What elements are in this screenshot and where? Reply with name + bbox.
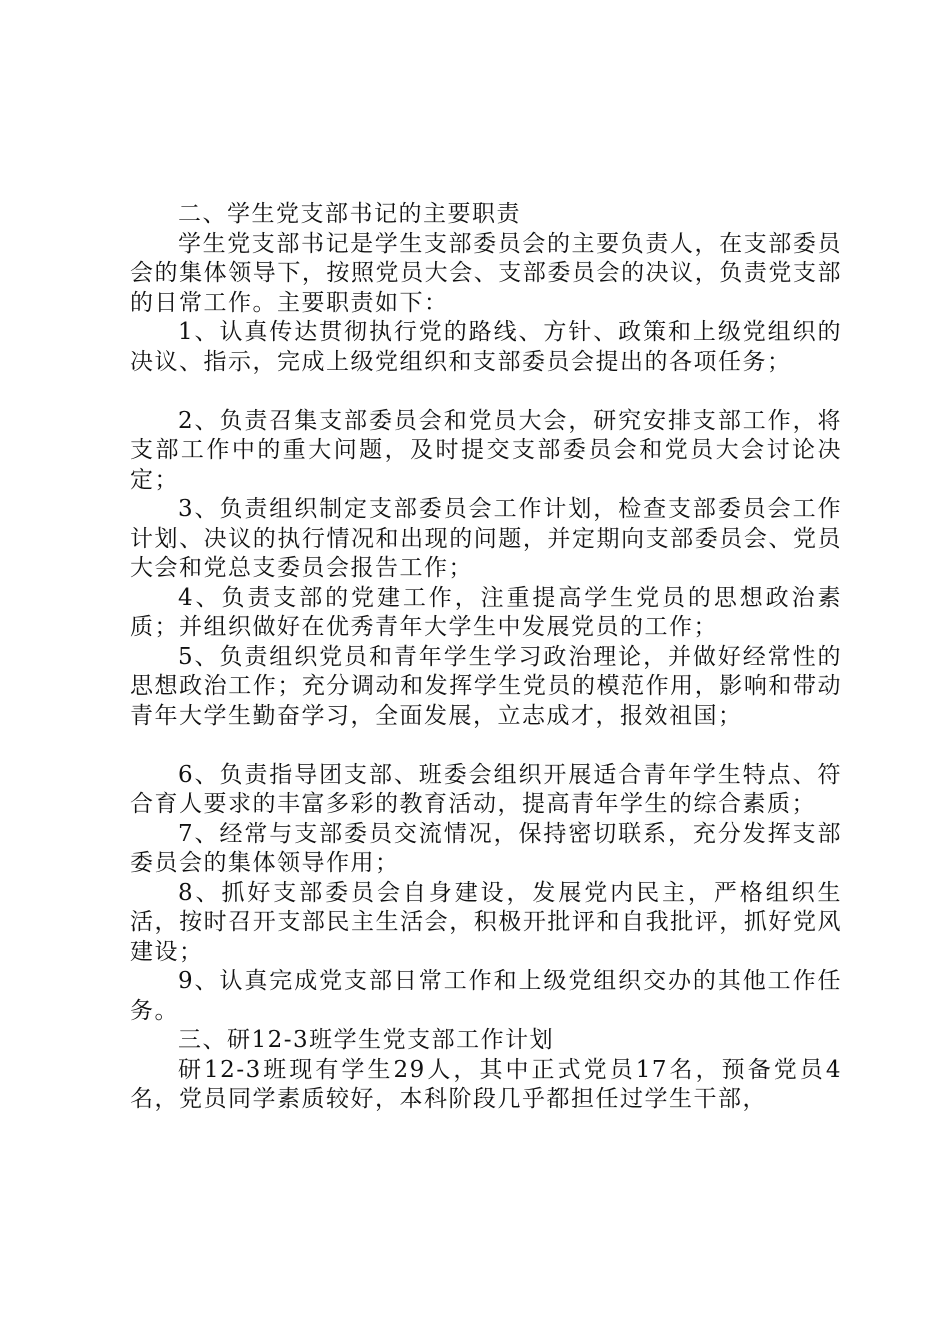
duty-item-8: 8、抓好支部委员会自身建设，发展党内民主，严格组织生活，按时召开支部民主生活会，积极开批评和自我批评，抓好党风建设；	[130, 879, 842, 965]
section-3-intro: 研12-3班现有学生29人，其中正式党员17名，预备党员4名，党员同学素质较好，本科阶段几乎都担任过学生干部，	[130, 1056, 842, 1112]
duty-item-5: 5、负责组织党员和青年学生学习政治理论，并做好经常性的思想政治工作；充分调动和发挥学生党员的模范作用，影响和带动青年大学生勤奋学习，全面发展，立志成才，报效祖国；	[130, 643, 842, 729]
section-2-intro: 学生党支部书记是学生支部委员会的主要负责人，在支部委员会的集体领导下，按照党员大会、支部委员会的决议，负责党支部的日常工作。主要职责如下：	[130, 230, 842, 316]
duty-item-6: 6、负责指导团支部、班委会组织开展适合青年学生特点、符合育人要求的丰富多彩的教育活动，提高青年学生的综合素质；	[130, 761, 842, 817]
duty-item-7: 7、经常与支部委员交流情况，保持密切联系，充分发挥支部委员会的集体领导作用；	[130, 820, 842, 876]
section-2-heading: 二、学生党支部书记的主要职责	[178, 201, 521, 227]
duty-item-3: 3、负责组织制定支部委员会工作计划，检查支部委员会工作计划、决议的执行情况和出现的问题，并定期向支部委员会、党员大会和党总支委员会报告工作；	[130, 496, 842, 581]
duty-item-4: 4、负责支部的党建工作，注重提高学生党员的思想政治素质；并组织做好在优秀青年大学生中发展党员的工作；	[130, 584, 842, 640]
duty-item-9: 9、认真完成党支部日常工作和上级党组织交办的其他工作任务。	[130, 968, 842, 1024]
section-3-heading: 三、研12-3班学生党支部工作计划	[178, 1027, 555, 1053]
duty-item-1: 1、认真传达贯彻执行党的路线、方针、政策和上级党组织的决议、指示，完成上级党组织和支部委员会提出的各项任务；	[130, 319, 842, 375]
blank-line	[130, 377, 842, 407]
blank-line	[130, 731, 842, 761]
duty-item-2: 2、负责召集支部委员会和党员大会，研究安排支部工作，将支部工作中的重大问题，及时提交支部委员会和党员大会讨论决定；	[130, 407, 842, 493]
document-body	[130, 200, 842, 1115]
